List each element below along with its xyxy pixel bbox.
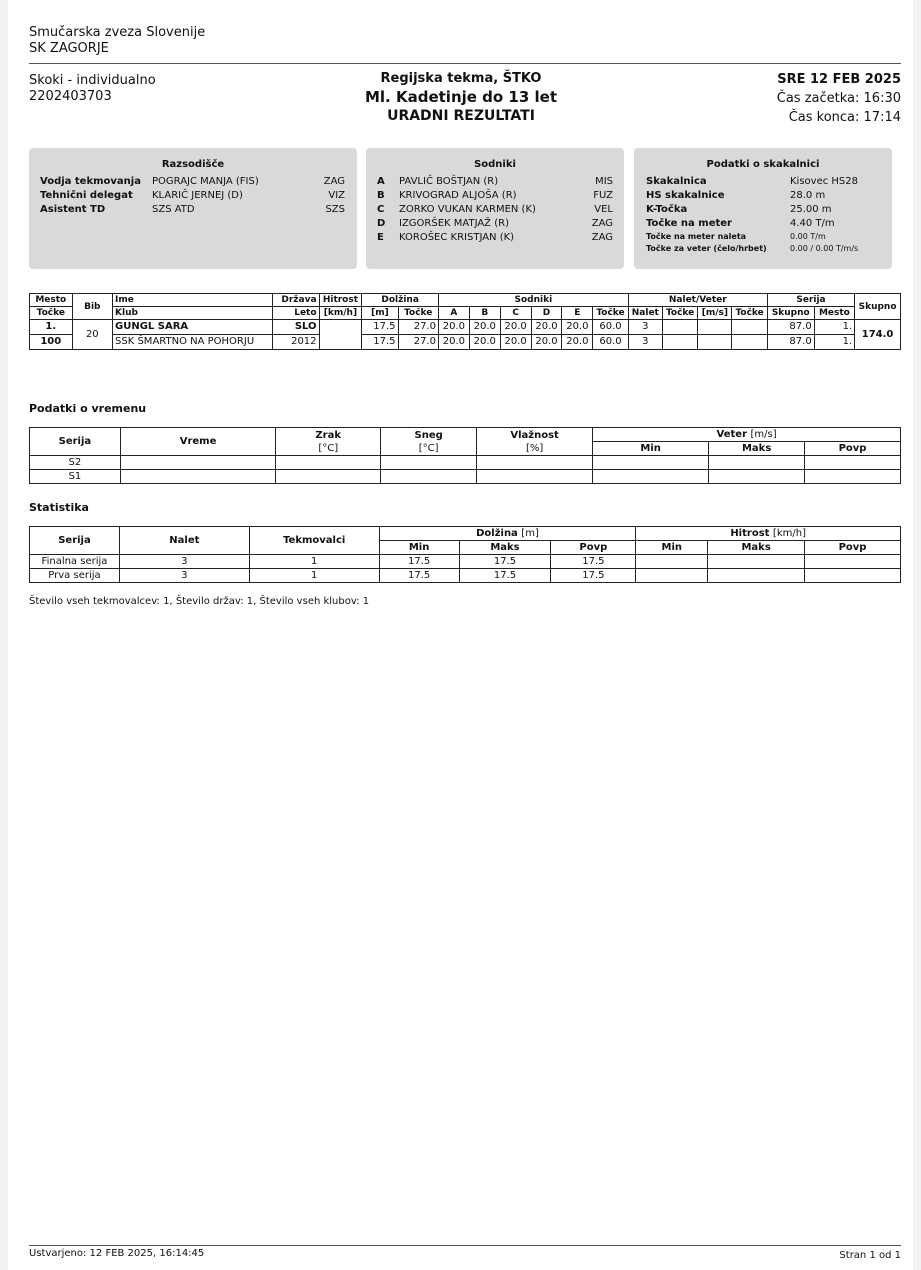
- hill-title: Podatki o skakalnici: [706, 159, 820, 170]
- weather-table: [29, 427, 901, 484]
- judge-row: E KOROŠEC KRISTJAN (K) ZAG: [377, 232, 613, 243]
- judges-box: [366, 148, 624, 269]
- event-code: 2202403703: [29, 89, 112, 104]
- athlete-row-jump-2: 100 SSK ŠMARTNO NA POHORJU 2012 17.5 27.0 20.0 20.0 20.0 20.0 20.0 60.0 3 87.0 1.: [30, 335, 901, 350]
- stats-row: Finalna serija 3 1 17.5 17.5 17.5: [30, 555, 901, 569]
- end-time: 17:14: [863, 110, 901, 125]
- hill-box: [634, 148, 892, 269]
- summary-line: Število vseh tekmovalcev: 1, Število držav: 1, Število vseh klubov: 1: [29, 596, 370, 607]
- jury-title: Razsodišče: [161, 159, 225, 170]
- judge-row: C ZORKO VUKAN KARMEN (K) VEL: [377, 204, 613, 215]
- event-name: Regijska tekma, ŠTKO: [380, 71, 542, 86]
- end-time-line: Čas konca: 17:14: [788, 110, 901, 125]
- hill-table: [646, 175, 886, 255]
- athlete-nation: SLO: [272, 320, 319, 335]
- discipline-block: [29, 73, 156, 105]
- stats-table: [29, 526, 901, 583]
- hill-row: Točke za veter (čelo/hrbet) 0.00 / 0.00 T/m/s: [646, 244, 859, 253]
- document-type: URADNI REZULTATI: [387, 108, 535, 124]
- weather-title: Podatki o vremenu: [29, 402, 147, 415]
- footer-divider: [29, 1245, 901, 1246]
- hill-row: Točke na meter 4.40 T/m: [646, 218, 835, 229]
- date-time-block: [777, 70, 901, 127]
- jury-row: Asistent TD SZS ATD SZS: [40, 204, 345, 215]
- hill-row: K-Točka 25.00 m: [646, 204, 832, 215]
- page-number: Stran 1 od 1: [839, 1250, 901, 1261]
- organizer: [29, 25, 205, 57]
- jury-table: [40, 175, 345, 217]
- jury-box: [29, 148, 357, 269]
- judges-title: Sodniki: [474, 159, 516, 170]
- category-name: Ml. Kadetinje do 13 let: [364, 88, 558, 106]
- start-time: 16:30: [863, 91, 901, 106]
- event-title-block: [308, 70, 614, 126]
- results-header-row-2: Točke Klub Leto [km/h] [m] Točke A B C D E Točke Nalet Točke [m/s] Točke Skupno Mesto: [30, 307, 901, 320]
- results-header-row-1: Mesto Bib Ime Država Hitrost Dolžina Sodniki Nalet/Veter Serija Skupno: [30, 294, 901, 307]
- weather-row: S2: [30, 456, 901, 470]
- event-date: SRE 12 FEB 2025: [777, 72, 901, 87]
- weather-header-row-2: Min Maks Povp: [30, 442, 901, 456]
- created-timestamp: Ustvarjeno: 12 FEB 2025, 16:14:45: [29, 1248, 205, 1259]
- judges-table: [377, 175, 613, 245]
- stats-header-row-1: Serija Nalet Tekmovalci Dolžina [m] Hitrost [km/h]: [30, 527, 901, 541]
- jury-row: Tehnični delegat KLARIČ JERNEJ (D) VIZ: [40, 190, 345, 201]
- federation-name: Smučarska zveza Slovenije: [29, 25, 206, 40]
- judge-row: B KRIVOGRAD ALJOŠA (R) FUZ: [377, 190, 613, 201]
- athlete-place: 1.: [30, 320, 73, 335]
- stats-title: Statistika: [29, 501, 89, 514]
- weather-row: S1: [30, 470, 901, 484]
- results-page: [8, 0, 913, 1270]
- weather-header-row-1: Serija Vreme Zrak [°C] Sneg [°C] Vlažnost [%] Veter [m/s]: [30, 428, 901, 442]
- athlete-name: GUNGL SARA: [113, 320, 273, 335]
- club-name: SK ZAGORJE: [29, 41, 109, 56]
- athlete-club: SSK ŠMARTNO NA POHORJU: [113, 335, 273, 350]
- judge-row: A PAVLIČ BOŠTJAN (R) MIS: [377, 176, 613, 187]
- stats-row: Prva serija 3 1 17.5 17.5 17.5: [30, 569, 901, 583]
- hill-row: Točke na meter naleta 0.00 T/m: [646, 232, 826, 241]
- speed-cell: [319, 320, 362, 350]
- athlete-points: 100: [30, 335, 73, 350]
- results-table: [29, 293, 901, 350]
- athlete-bib: 20: [72, 320, 112, 350]
- header-divider: [29, 63, 901, 64]
- stats-header-row-2: Min Maks Povp Min Maks Povp: [30, 541, 901, 555]
- athlete-row-jump-1: 1. 20 GUNGL SARA SLO 17.5 27.0 20.0 20.0 20.0 20.0 20.0 60.0 3 87.0 1. 174.0: [30, 320, 901, 335]
- hill-row: HS skakalnice 28.0 m: [646, 190, 826, 201]
- athlete-year: 2012: [272, 335, 319, 350]
- jury-row: Vodja tekmovanja POGRAJC MANJA (FIS) ZAG: [40, 176, 345, 187]
- judge-row: D IZGORŠEK MATJAŽ (R) ZAG: [377, 218, 613, 229]
- athlete-total: 174.0: [855, 320, 901, 350]
- hill-row: Skakalnica Kisovec HS28: [646, 176, 859, 187]
- start-time-line: Čas začetka: 16:30: [776, 91, 901, 106]
- discipline: Skoki - individualno: [29, 73, 156, 88]
